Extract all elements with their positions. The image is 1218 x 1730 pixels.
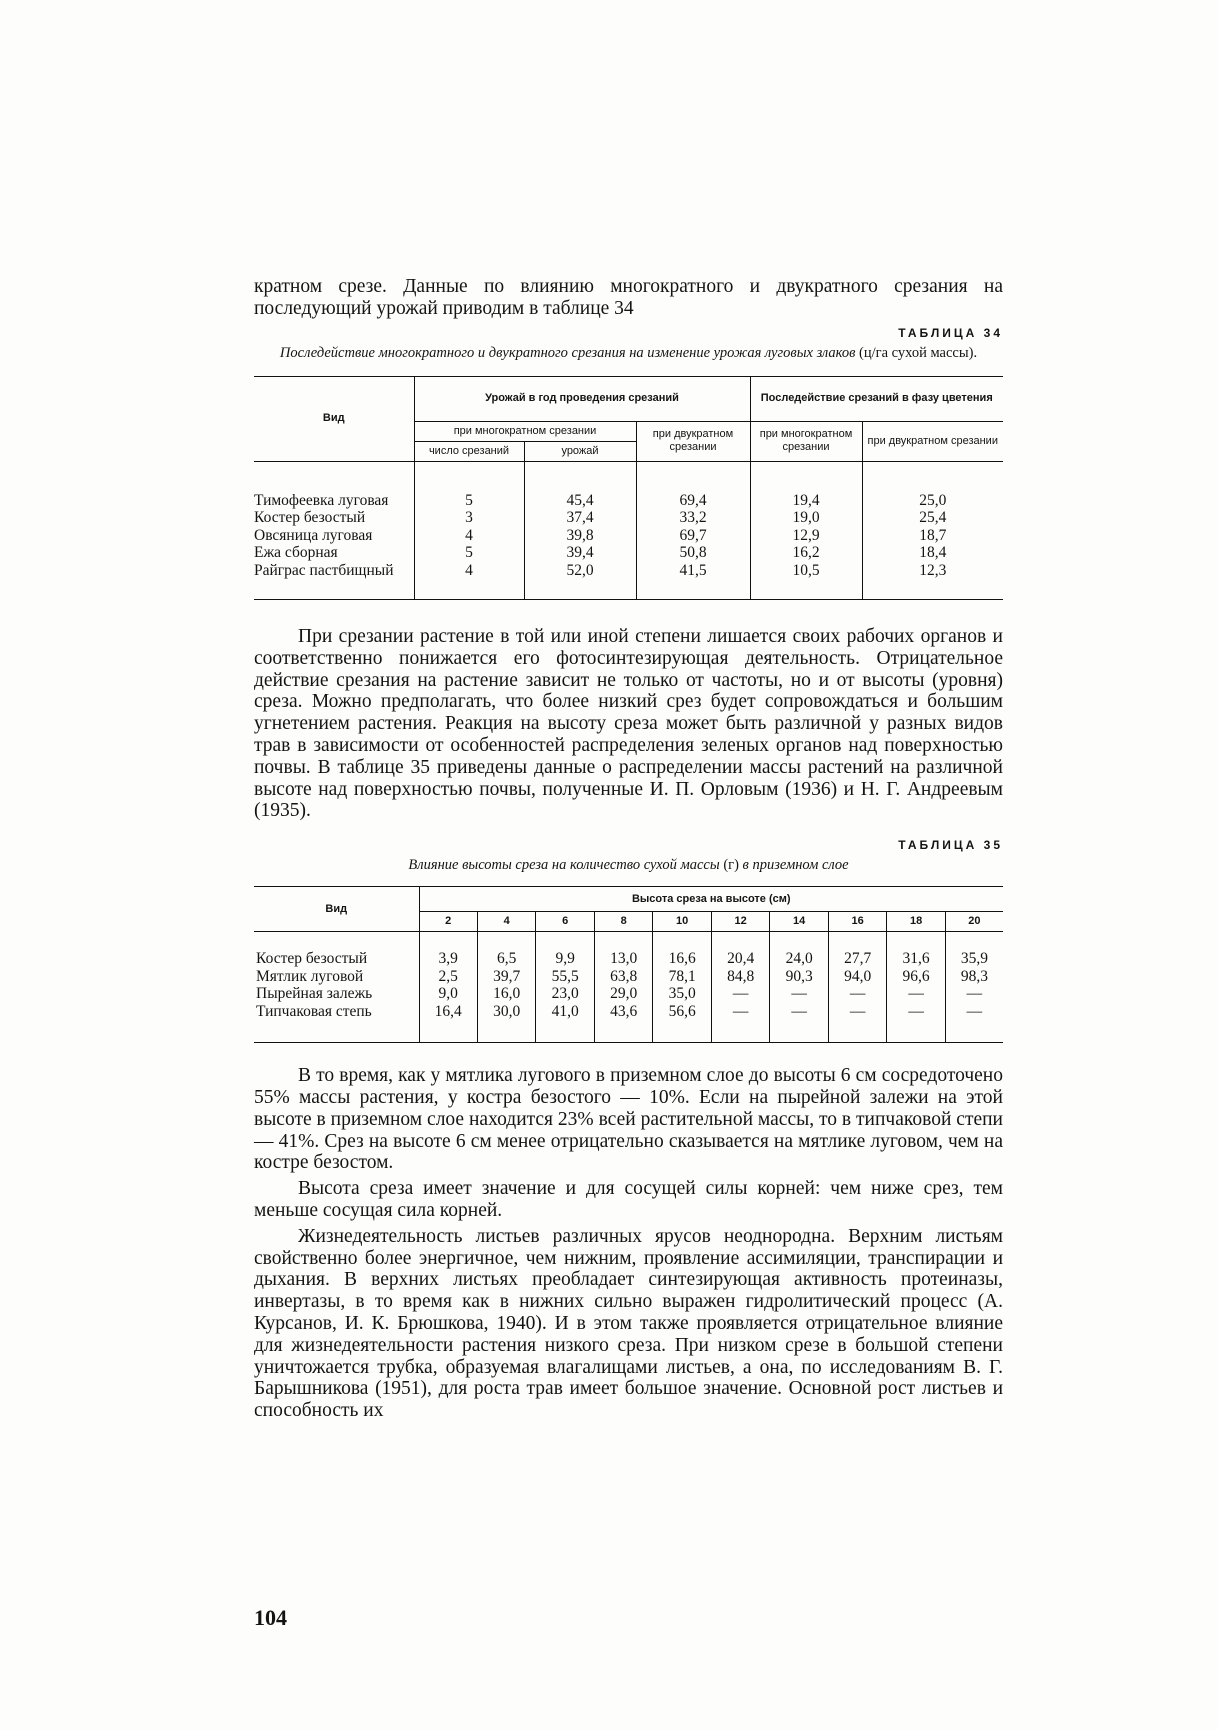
cell-after-multi: 19,0	[750, 509, 862, 527]
header-height: 20	[945, 912, 1003, 932]
cell-value: 94,0	[828, 968, 886, 986]
cell-value: 13,0	[594, 932, 652, 968]
intro-text: кратном срезе. Данные по влиянию многократного и двукратного срезания на последующий урожай приводим в таблице 34	[254, 276, 1003, 319]
cell-value: —	[887, 1003, 945, 1043]
cell-double: 69,7	[636, 527, 750, 545]
table-35-caption-tail: в приземном слое	[742, 857, 849, 874]
cell-value: —	[887, 985, 945, 1003]
cell-double: 50,8	[636, 544, 750, 562]
header-height: 6	[536, 912, 594, 932]
table-34-caption-unit: (ц/га сухой массы).	[859, 344, 978, 361]
cell-double: 69,4	[636, 461, 750, 509]
cell-value: 16,0	[477, 985, 535, 1003]
cell-species: Мятлик луговой	[256, 967, 364, 985]
cell-value: 96,6	[887, 968, 945, 986]
cell-value: 98,3	[945, 968, 1003, 986]
cell-value: 84,8	[711, 968, 769, 986]
header-after-group: Последействие срезаний в фазу цветения	[750, 376, 1003, 421]
paragraph-2: В то время, как у мятлика лугового в приземном слое до высоты 6 см сосредоточено 55% массы растения, у костра безостого — 10%. Если на пырейной залежи на этой высоте в приземном слое находится 23% всей растительной массы, то в типчаковой степи — 41%. Срез на высоте 6 см менее отрицательно сказывается на мятлике луговом, чем на костре безостом.	[254, 1065, 1003, 1174]
table-row	[254, 509, 1003, 527]
table-row	[254, 562, 1003, 600]
cell-value: 39,7	[477, 968, 535, 986]
paragraph-1: При срезании растение в той или иной степени лишается своих рабочих органов и соответственно понижается его фотосинтезирующая деятельность. Отрицательное действие срезания на растение зависит не только от частоты, но и от высоты (уровня) среза. Можно предполагать, что более низкий срез будет сопровождаться и большим угнетением растения. Реакция на высоту среза может быть различной у разных видов трав в зависимости от особенностей распределения зеленых органов над поверхностью почвы. В таблице 35 приведены данные о распределении массы растений на различной высоте над поверхностью почвы, полученные И. П. Орловым (1936) и Н. Г. Андреевым (1935).	[254, 626, 1003, 822]
cell-species: Райграс пастбищный	[254, 561, 394, 579]
cell-value: —	[945, 1003, 1003, 1043]
cell-value: 56,6	[653, 1003, 711, 1043]
page-number: 104	[254, 1605, 287, 1630]
cell-species: Типчаковая степь	[256, 1002, 372, 1020]
header-height-group: Высота среза на высоте (см)	[419, 887, 1003, 912]
cell-species: Костер безостый	[256, 950, 368, 968]
cell-value: 41,0	[536, 1003, 594, 1043]
cell-value: 35,0	[653, 985, 711, 1003]
cell-after-multi: 19,4	[750, 461, 862, 509]
table-35-caption-title: Влияние высоты среза на количество сухой массы	[408, 857, 720, 874]
cell-value: 3,9	[419, 932, 477, 968]
cell-species: Ежа сборная	[254, 544, 338, 562]
cell-after-double: 18,4	[862, 544, 1003, 562]
cell-cuts: 3	[414, 509, 524, 527]
cell-after-double: 25,0	[862, 461, 1003, 509]
cell-value: 9,0	[419, 985, 477, 1003]
cell-value: —	[828, 1003, 886, 1043]
cell-value: 35,9	[945, 932, 1003, 968]
header-after-multi: при многократном срезании	[750, 421, 862, 461]
cell-species: Пырейная залежь	[256, 985, 373, 1003]
table-34-caption	[254, 344, 1003, 362]
cell-double: 33,2	[636, 509, 750, 527]
cell-value: 29,0	[594, 985, 652, 1003]
cell-value: 63,8	[594, 968, 652, 986]
header-height: 2	[419, 912, 477, 932]
header-height: 10	[653, 912, 711, 932]
header-height: 8	[594, 912, 652, 932]
cell-value: —	[711, 985, 769, 1003]
table-row	[254, 985, 1003, 1003]
cell-cuts: 5	[414, 544, 524, 562]
cell-species: Овсяница луговая	[254, 526, 373, 544]
cell-yield: 39,4	[524, 544, 636, 562]
table-row	[254, 527, 1003, 545]
cell-value: 78,1	[653, 968, 711, 986]
cell-value: —	[828, 985, 886, 1003]
cell-after-multi: 10,5	[750, 562, 862, 600]
cell-value: 90,3	[770, 968, 828, 986]
header-multi: при многократном срезании	[414, 421, 636, 441]
page-content	[254, 276, 1003, 1422]
cell-value: 6,5	[477, 932, 535, 968]
cell-yield: 52,0	[524, 562, 636, 600]
table-34-label: ТАБЛИЦА 34	[898, 325, 1003, 340]
paragraph-4: Жизнедеятельность листьев различных ярусов неоднородна. Верхним листьям свойственно более энергичное, чем нижним, проявление ассимиляции, транспирации и дыхания. В верхних листьях преобладает синтезирующая активность протеиназы, инвертазы, в то время как в нижних сильно выражен гидролитический процесс (А. Курсанов, И. К. Брюшкова, 1940). И в этом также проявляется отрицательное влияние для жизнедеятельности растения низкого среза. При низком срезе в большой степени уничтожается трубка, образуемая влагалищами листьев, а она, по исследованиям В. Г. Барышникова (1951), для роста трав имеет большое значение. Основной рост листьев и способность их	[254, 1225, 1003, 1422]
cell-value: 16,4	[419, 1003, 477, 1043]
table-row	[254, 544, 1003, 562]
table-34	[254, 376, 1003, 601]
cell-value: 9,9	[536, 932, 594, 968]
header-height: 16	[828, 912, 886, 932]
cell-species: Костер безостый	[254, 509, 366, 527]
cell-yield: 45,4	[524, 461, 636, 509]
cell-after-double: 12,3	[862, 562, 1003, 600]
header-height: 18	[887, 912, 945, 932]
header-height: 14	[770, 912, 828, 932]
cell-cuts: 4	[414, 527, 524, 545]
header-height: 4	[477, 912, 535, 932]
table-34-caption-title: Последействие многократного и двукратного срезания на изменение урожая луговых злаков	[279, 344, 856, 361]
table-row	[254, 1003, 1003, 1043]
cell-value: 24,0	[770, 932, 828, 968]
cell-value: —	[770, 985, 828, 1003]
cell-cuts: 5	[414, 461, 524, 509]
cell-after-multi: 16,2	[750, 544, 862, 562]
cell-value: —	[770, 1003, 828, 1043]
header-double: при двукратном срезании	[636, 421, 750, 461]
cell-yield: 37,4	[524, 509, 636, 527]
cell-value: —	[945, 985, 1003, 1003]
cell-value: 43,6	[594, 1003, 652, 1043]
cell-value: 20,4	[711, 932, 769, 968]
cell-value: —	[711, 1003, 769, 1043]
paragraph-3: Высота среза имеет значение и для сосущей силы корней: чем ниже срез, тем меньше сосущая сила корней.	[254, 1178, 1003, 1222]
table-35-label: ТАБЛИЦА 35	[898, 838, 1003, 853]
table-row	[254, 932, 1003, 968]
cell-value: 55,5	[536, 968, 594, 986]
table-35-caption	[254, 856, 1003, 874]
cell-value: 27,7	[828, 932, 886, 968]
cell-species: Тимофеевка луговая	[254, 491, 389, 509]
cell-after-multi: 12,9	[750, 527, 862, 545]
cell-value: 31,6	[887, 932, 945, 968]
header-species: Вид	[254, 887, 419, 932]
cell-value: 16,6	[653, 932, 711, 968]
header-height: 12	[711, 912, 769, 932]
header-after-double: при двукратном срезании	[862, 421, 1003, 461]
table-row	[254, 461, 1003, 509]
header-cut-count: число срезаний	[414, 441, 524, 461]
cell-value: 23,0	[536, 985, 594, 1003]
cell-after-double: 18,7	[862, 527, 1003, 545]
header-species: Вид	[254, 376, 414, 461]
cell-cuts: 4	[414, 562, 524, 600]
cell-yield: 39,8	[524, 527, 636, 545]
header-yield: урожай	[524, 441, 636, 461]
cell-value: 2,5	[419, 968, 477, 986]
header-yield-group: Урожай в год проведения срезаний	[414, 376, 750, 421]
cell-value: 30,0	[477, 1003, 535, 1043]
table-35-caption-unit: (г)	[723, 857, 739, 874]
table-row	[254, 968, 1003, 986]
table-35	[254, 886, 1003, 1043]
cell-after-double: 25,4	[862, 509, 1003, 527]
cell-double: 41,5	[636, 562, 750, 600]
